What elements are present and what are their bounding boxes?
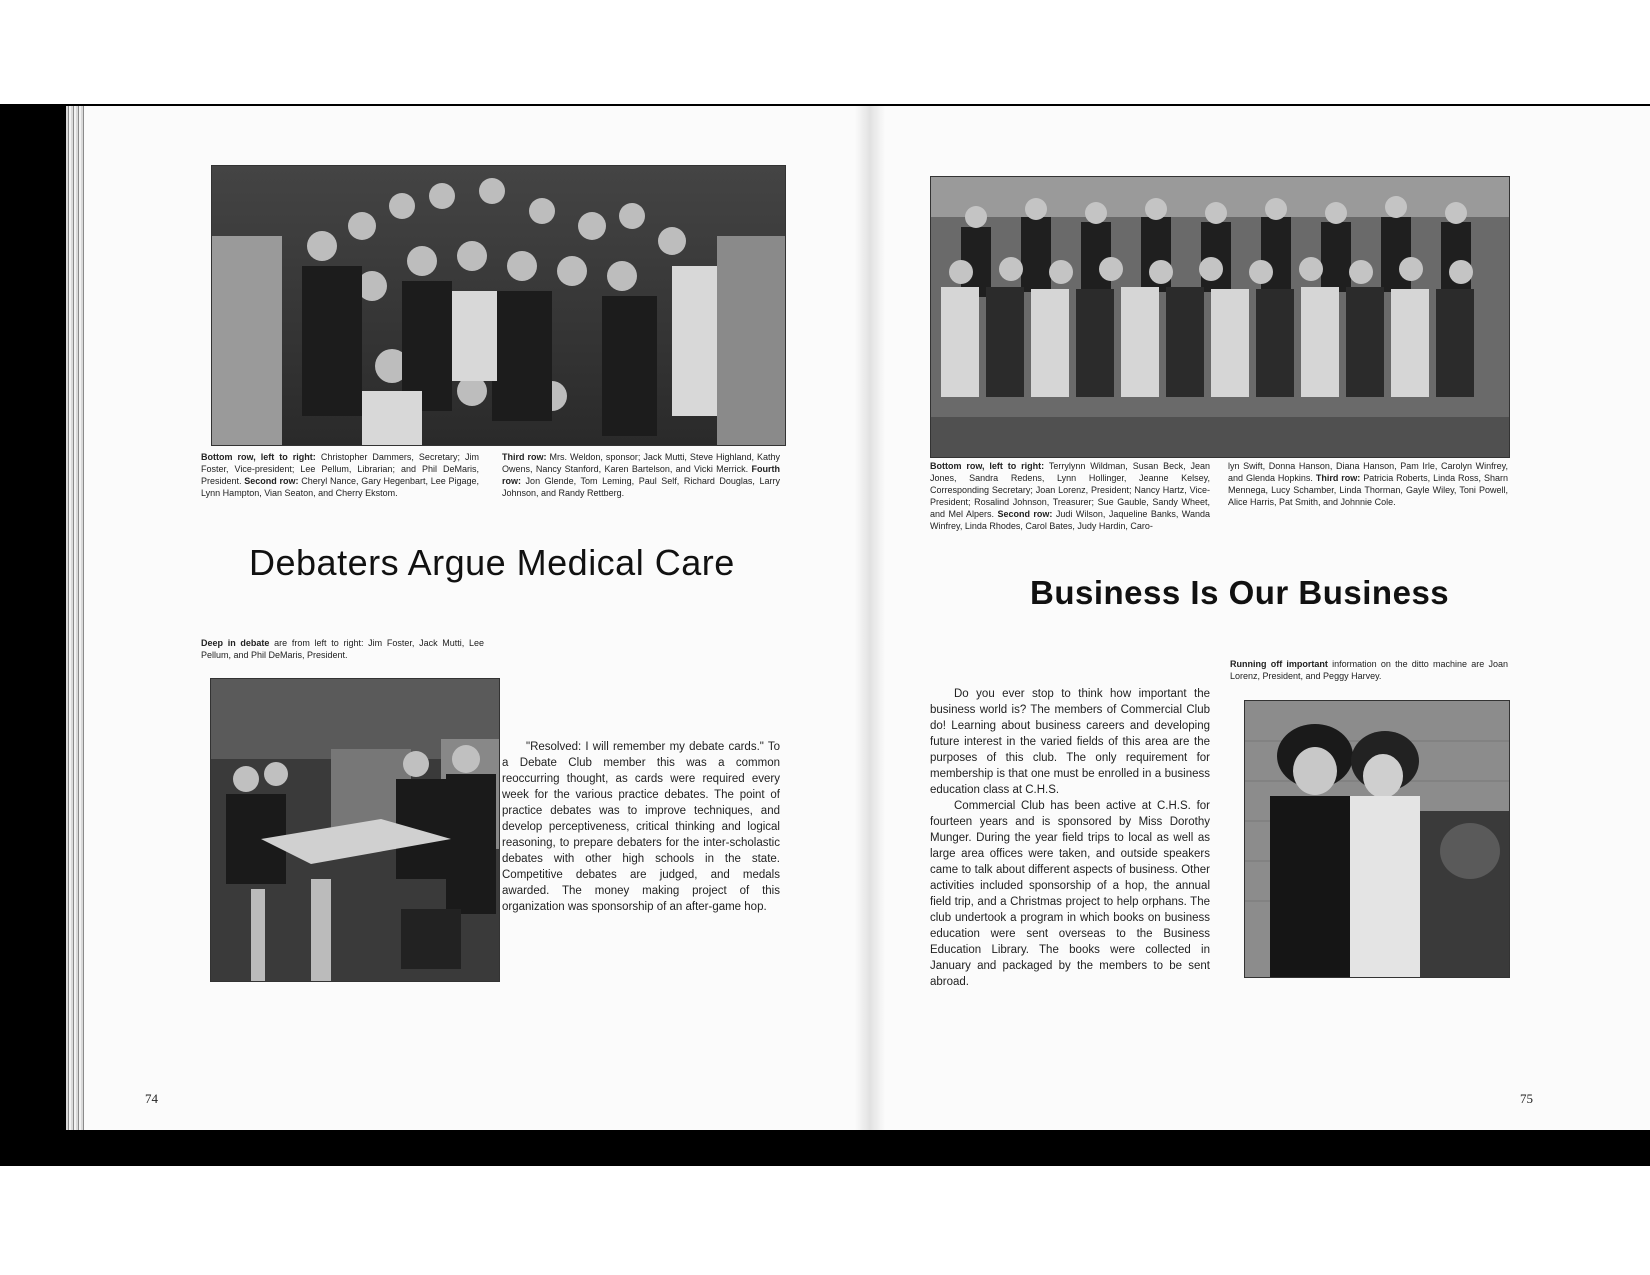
business-headline: Business Is Our Business — [1030, 574, 1450, 611]
caption-text: lyn Swift, Donna Hanson, Diana Hanson, Pam Irle, Carolyn Winfrey, and Glenda Hopkins. — [1228, 461, 1508, 483]
caption-text: Patricia Roberts, Linda Ross, Sharn Mennega, Lucy Schamber, Linda Thorman, Gayle Wiley, Toni Powell, Alice Harris, Pat Smith, and Johnnie Cole. — [1228, 473, 1508, 507]
commercial-caption-col2 — [1228, 460, 1508, 508]
caption-label: Third row: — [502, 452, 547, 462]
caption-text: Judi Wilson, Jaqueline Banks, Wanda Winfrey, Linda Rhodes, Carol Bates, Judy Hardin, Caro- — [930, 509, 1210, 531]
caption-text: are from left to right: Jim Foster, Jack Mutti, Lee Pellum, and Phil DeMaris, President. — [201, 638, 484, 660]
caption-text: information on the ditto machine are Joan Lorenz, President, and Peggy Harvey. — [1230, 659, 1508, 681]
page-edges — [66, 106, 84, 1130]
right-page — [870, 106, 1650, 1130]
debate-article-paragraph: "Resolved: I will remember my debate cards." To a Debate Club member this was a common reoccurring thought, as cards were required every week for the various practice debates. The point of practice debates was to improve techniques, and develop perceptiveness, critical thinking and logical reasoning, to prepare debaters for the inter-scholastic debates with other high schools in the state. Competitive debates are judged, and medals awarded. The money making project of this organization was sponsorship of an after-game hop. — [502, 741, 780, 913]
debate-headline: Debaters Argue Medical Care — [249, 542, 735, 583]
caption-label: Third row: — [1315, 473, 1361, 483]
caption-text: Terrylynn Wildman, Susan Beck, Jean Jones, Sandra Redens, Lynn Hollinger, Jeanne Kelsey, Corresponding Secretary; Joan Lorenz, President; Nancy Hartz, Vice-President; Rosalind Johnson, Treasurer; Sue Gauble, Sandy Wheet, and Mel Alpers. — [930, 461, 1210, 519]
caption-text: Christopher Dammers, Secretary; Jim Foster, Vice-president; Lee Pellum, Librarian; and Phil DeMaris, President. — [201, 452, 479, 486]
debate-photo-caption — [201, 637, 484, 661]
debate-practice-photo — [210, 678, 500, 982]
business-article-paragraph-1: Do you ever stop to think how important the business world is? The members of Commercial Club do! Learning about business careers and developing future interest in the varied fields of this area are the purposes of this club. The only requirement for membership is that one must be enrolled in a business education class at C.H.S. — [930, 688, 1210, 796]
commercial-club-group-photo — [930, 176, 1510, 458]
debate-club-group-photo — [211, 165, 786, 446]
ditto-machine-photo — [1244, 700, 1510, 978]
book-gutter — [855, 106, 885, 1130]
caption-text: Jon Glende, Tom Leming, Paul Self, Richard Douglas, Larry Johnson, and Randy Rettberg. — [502, 476, 780, 498]
business-article-body — [930, 686, 1210, 990]
page-number: 75 — [1520, 1091, 1533, 1106]
debate-article-body — [502, 739, 780, 915]
caption-label: Running off important — [1230, 659, 1328, 669]
ditto-photo-caption — [1230, 658, 1508, 682]
caption-label: Deep in debate — [201, 638, 270, 648]
commercial-caption-col1 — [930, 460, 1210, 532]
group-photo-caption-col1 — [201, 451, 479, 499]
caption-label: Bottom row, left to right: — [201, 452, 316, 462]
caption-label: Fourth row: — [502, 464, 780, 486]
caption-text: Mrs. Weldon, sponsor; Jack Mutti, Steve Highland, Kathy Owens, Nancy Stanford, Karen Bartelson, and Vicki Merrick. — [502, 452, 781, 474]
left-page — [84, 106, 871, 1130]
page-number: 74 — [145, 1091, 158, 1106]
caption-label: Second row: — [244, 476, 299, 486]
caption-label: Bottom row, left to right: — [930, 461, 1045, 471]
caption-label: Second row: — [997, 509, 1053, 519]
caption-text: Cheryl Nance, Gary Hegenbart, Lee Pigage, Lynn Hampton, Vian Seaton, and Cherry Ekstom. — [201, 476, 479, 498]
group-photo-caption-col2 — [502, 451, 780, 499]
business-article-paragraph-2: Commercial Club has been active at C.H.S. for fourteen years and is sponsored by Miss Dorothy Munger. During the year field trips to local as well as large area offices were taken, and outside speakers came to talk about different aspects of business. Other activities included sponsorship of a hop, the annual field trip, and a Christmas project to help orphans. The club undertook a program in which books on business education were sent overseas to the Business Education Library. The books were collected in January and packaged by the members to be sent abroad. — [930, 800, 1210, 988]
